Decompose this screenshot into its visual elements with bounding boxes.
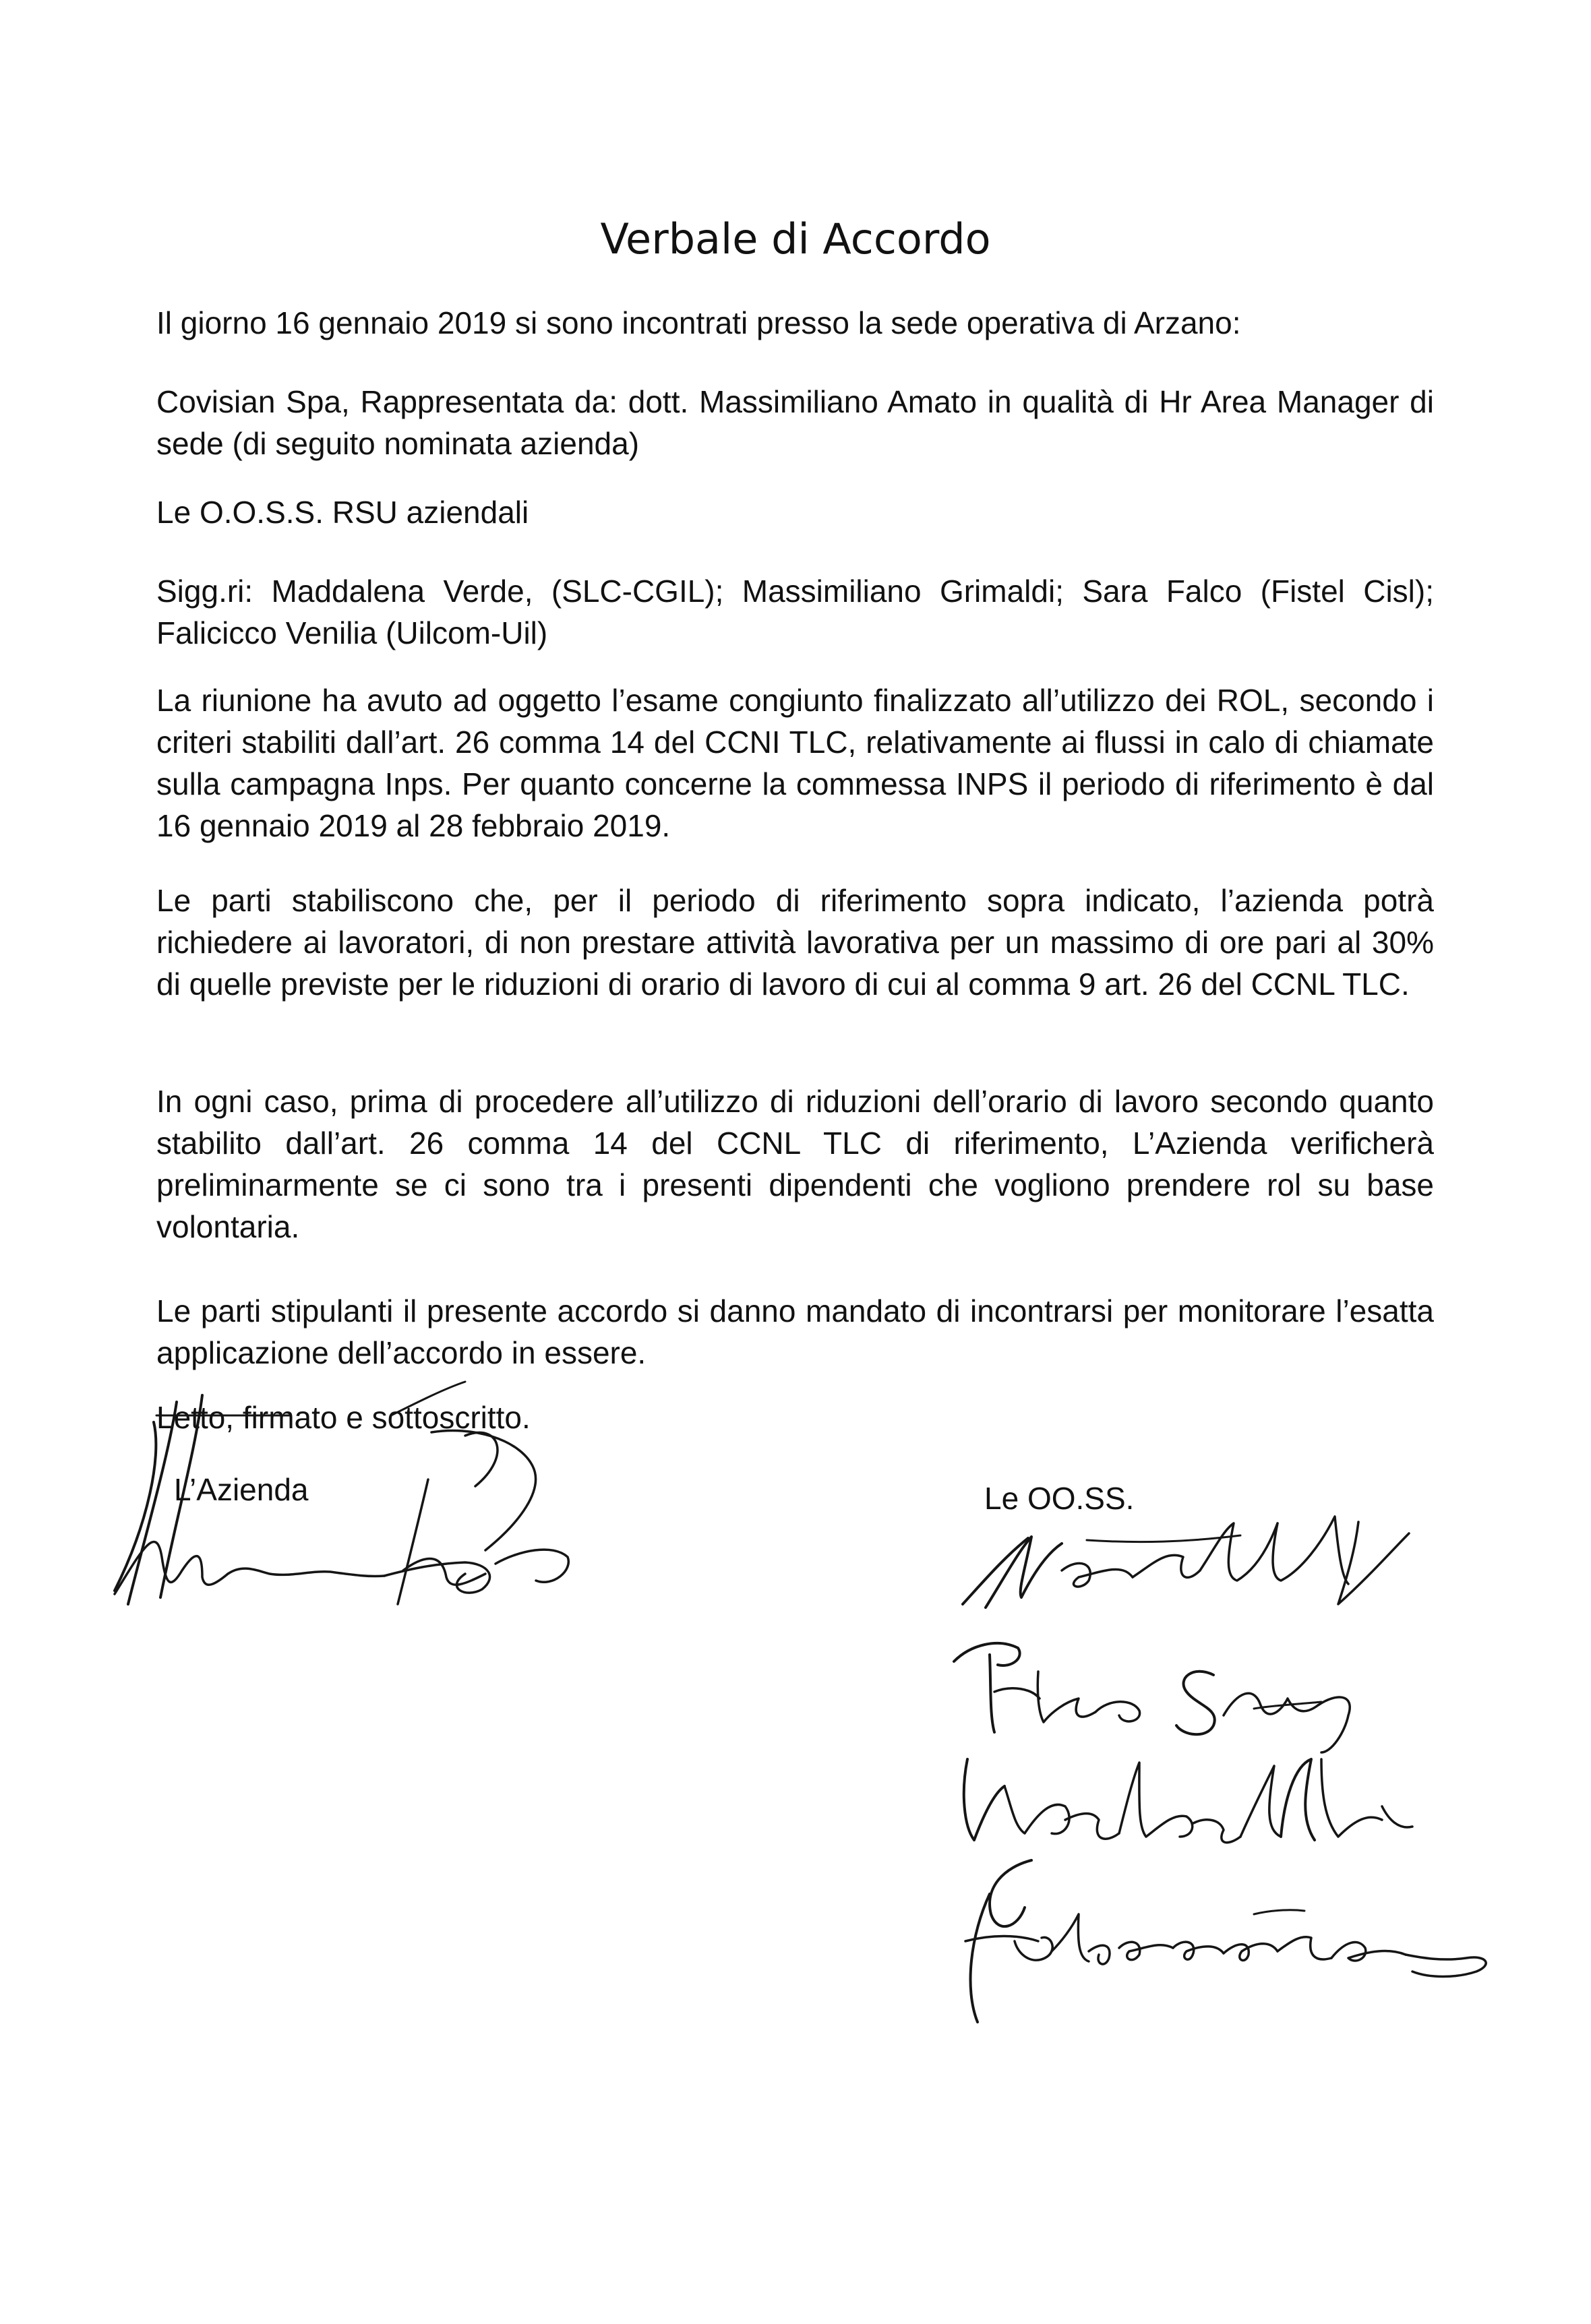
oss-paragraph-block [156,491,1434,533]
company-signatory-label: L’Azienda [174,1472,309,1507]
representatives-paragraph: Sigg.ri: Maddalena Verde, (SLC-CGIL); Massimiliano Grimaldi; Sara Falco (Fistel Cisl); Falicicco Venilia (Uilcom-Uil) [156,574,1434,650]
sigg-paragraph-block [156,570,1434,654]
stipulanti-paragraph-block [156,1290,1434,1374]
unions-rsu-paragraph: Le O.O.S.S. RSU aziendali [156,495,529,530]
closing-line: Letto, firmato e sottoscritto. [156,1400,531,1435]
document-title: Verbale di Accordo [600,214,991,264]
party-paragraph-block [156,381,1434,464]
union-signature-falco [954,1643,1350,1752]
union-signature-grimaldi [963,1517,1409,1608]
union-signature-verde [964,1759,1412,1843]
closing-block [156,1397,1434,1438]
stabiliscono-paragraph-block [156,880,1434,1005]
intro-paragraph: Il giorno 16 gennaio 2019 si sono incontrati presso la sede operativa di Arzano: [156,305,1241,340]
voluntary-rol-paragraph: In ogni caso, prima di procedere all’utilizzo di riduzioni dell’orario di lavoro secondo quanto stabilito dall’art. 26 comma 14 del CCNL TLC di riferimento, L’Azienda verificherà preliminarmente se ci sono tra i presenti dipendenti che vogliono prendere rol su base volontaria. [156,1084,1434,1244]
agreement-terms-paragraph: Le parti stabiliscono che, per il periodo di riferimento sopra indicato, l’azienda potrà richiedere ai lavoratori, di non prestare attività lavorativa per un massimo di ore pari al 30% di quelle previste per le riduzioni di orario di lavoro di cui al comma 9 art. 26 del CCNL TLC. [156,883,1434,1002]
union-signature-falicicco [965,1860,1486,2022]
company-party-paragraph: Covisian Spa, Rappresentata da: dott. Massimiliano Amato in qualità di Hr Area Manager di sede (di seguito nominata azienda) [156,384,1434,461]
intro-paragraph-block [156,302,1434,344]
meeting-subject-paragraph: La riunione ha avuto ad oggetto l’esame congiunto finalizzato all’utilizzo dei ROL, secondo i criteri stabiliti dall’art. 26 comma 14 del CCNI TLC, relativamente ai flussi in calo di chiamate sulla campagna Inps. Per quanto concerne la commessa INPS il periodo di riferimento è dal 16 gennaio 2019 al 28 febbraio 2019. [156,683,1434,843]
unions-signatory-label: Le OO.SS. [984,1481,1135,1516]
riunione-paragraph-block [156,679,1434,847]
ogni-caso-paragraph-block [156,1080,1434,1248]
monitoring-paragraph: Le parti stipulanti il presente accordo si danno mandato di incontrarsi per monitorare l’esatta applicazione dell’accordo in essere. [156,1293,1434,1370]
